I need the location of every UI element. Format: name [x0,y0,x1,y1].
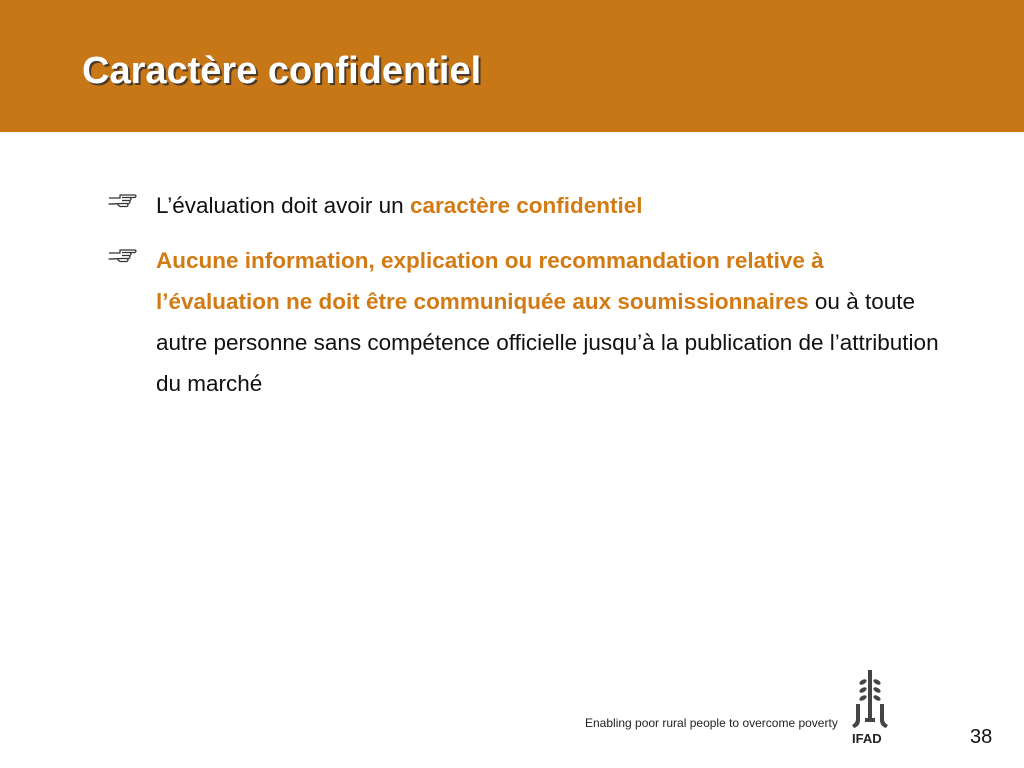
pointing-hand-icon [108,189,138,213]
bullet-item [108,185,948,226]
bullet-text-highlight: Aucune information, explication ou recommandation relative à l’évaluation ne doit être communiquée aux soumissionnaires [156,248,824,314]
bullet-text-plain: ou à toute autre personne sans compétence officielle jusqu’à la publication de l’attribution du marché [156,289,939,396]
bullet-list [108,185,948,418]
bullet-text-highlight: caractère confidentiel [409,193,643,218]
title-bar [0,0,1024,132]
pointing-hand-icon [108,244,138,268]
logo-text: IFAD [852,731,882,746]
slide-title: Caractère confidentiel [82,50,482,92]
footer-tagline: Enabling poor rural people to overcome poverty [585,716,838,730]
bullet-text-plain: L’évaluation doit avoir un [156,193,410,218]
bullet-item [108,240,948,404]
page-number: 38 [970,726,993,748]
bullet-text [156,240,948,404]
bullet-text [156,185,948,226]
